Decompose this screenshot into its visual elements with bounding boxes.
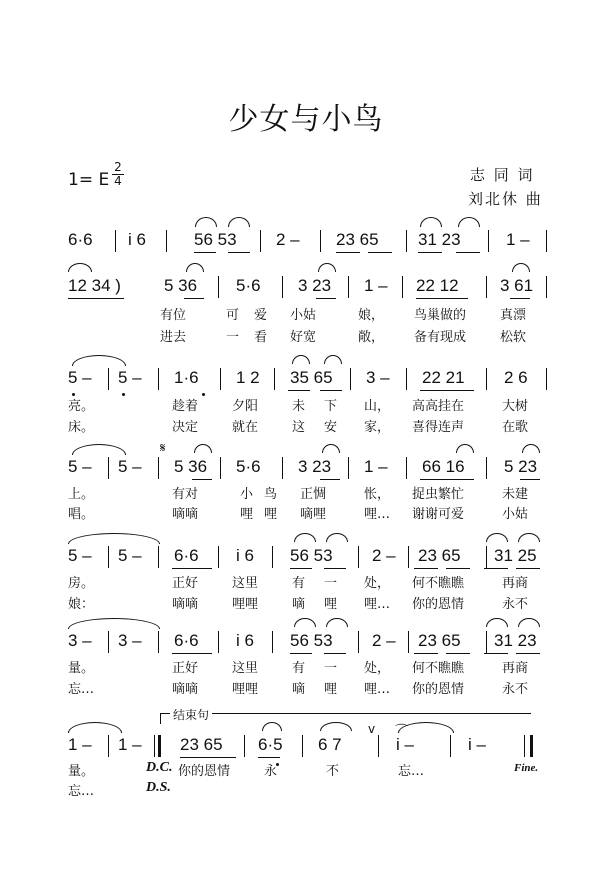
barline (220, 368, 221, 390)
lyric-word: 有 (292, 576, 306, 591)
note-group: 6·6 (174, 546, 199, 565)
lyric-word: 就在 (232, 420, 259, 435)
lyric-word: 忘… (68, 784, 95, 799)
note-group: i 6 (236, 631, 254, 650)
lyrics-verse-2 (68, 780, 548, 798)
barline (546, 276, 547, 298)
note-group: 2 – (372, 546, 396, 565)
barline (406, 368, 407, 390)
note-group: 5 – (118, 368, 142, 387)
note-group: 6·5 (258, 735, 283, 754)
lyric-word: 夕阳 (232, 399, 259, 414)
lyric-word: 哩哩 (232, 682, 259, 697)
note-group: 31 25 (494, 546, 537, 565)
music-line-4 (68, 457, 548, 481)
lyric-word: 处， (364, 576, 391, 591)
note-group: 6·6 (174, 631, 199, 650)
music-line-3 (68, 368, 548, 392)
lyric-word: 上。 (68, 487, 95, 502)
lyricist-credit: 志 同 词 (470, 166, 535, 184)
barline (108, 546, 109, 568)
note-group: 5 – (68, 457, 92, 476)
barline (320, 230, 321, 252)
barline (486, 368, 487, 390)
barline (358, 546, 359, 568)
lyric-word: 哩 (324, 682, 338, 697)
ending-label: 结束句 (170, 706, 212, 723)
lyric-word: 何不瞧瞧 (412, 661, 465, 676)
lyric-word: 亮。 (68, 399, 95, 414)
lyric-word: 哩 (240, 507, 254, 522)
lyric-word: 在歌 (502, 420, 529, 435)
lyric-word: 一 (324, 661, 338, 676)
lyrics-verse-2 (68, 503, 548, 521)
lyric-word: 看 (254, 330, 268, 345)
note-group: 56 53 (290, 631, 333, 650)
lyric-word: 你的恩情 (178, 764, 231, 779)
lyric-word: 有位 (160, 308, 187, 323)
music-line-6 (68, 631, 548, 655)
lyrics-verse-1 (68, 657, 548, 675)
barline (402, 276, 403, 298)
lyrics-verse-2 (68, 678, 548, 696)
barline (282, 276, 283, 298)
lyric-word: 小姑 (290, 308, 317, 323)
barline (115, 230, 116, 252)
barline (450, 735, 451, 757)
note-group: 2 – (372, 631, 396, 650)
note-group: 5 – (68, 368, 92, 387)
music-line-5 (68, 546, 548, 570)
lyric-word: 嘀嘀 (172, 682, 199, 697)
barline (272, 631, 273, 653)
note-group: i – (396, 735, 414, 754)
barline (108, 735, 109, 757)
ds-marking: D.S. (146, 780, 171, 795)
lyrics-verse-2 (68, 416, 548, 434)
lyric-word: 忘… (398, 764, 425, 779)
lyric-word: 不 (326, 764, 340, 779)
note-group: 23 65 (418, 546, 461, 565)
lyric-word: 决定 (172, 420, 199, 435)
lyric-word: 进去 (160, 330, 187, 345)
note-group: 31 23 (418, 230, 461, 249)
note-group: 5 36 (164, 276, 198, 295)
lyric-word: 永不 (502, 597, 529, 612)
lyric-word: 处， (364, 661, 391, 676)
lyric-word: 可 (226, 308, 240, 323)
barline (408, 631, 409, 653)
note-group: 5 – (118, 546, 142, 565)
note-group: 31 23 (494, 631, 537, 650)
lyric-word: 何不瞧瞧 (412, 576, 465, 591)
final-barline (530, 735, 533, 757)
lyric-word: 真漂 (500, 308, 527, 323)
lyric-word: 房。 (68, 576, 95, 591)
note-group: 1 – (364, 276, 388, 295)
lyrics-verse-2 (68, 593, 548, 611)
barline (260, 230, 261, 252)
barline (348, 457, 349, 479)
note-group: 22 21 (422, 368, 465, 387)
lyric-word: 大树 (502, 399, 529, 414)
lyric-word: 唱。 (68, 507, 95, 522)
lyric-word: 正好 (172, 576, 199, 591)
time-signature-top: 2 (114, 160, 122, 174)
note-group: 3 23 (298, 457, 332, 476)
barline (158, 631, 159, 653)
barline (220, 457, 221, 479)
note-group: 2 6 (504, 368, 528, 387)
note-group: 23 65 (336, 230, 379, 249)
lyric-word: 哩… (364, 682, 391, 697)
lyric-word: 下 (324, 399, 338, 414)
lyric-word: 嘀 (292, 597, 306, 612)
music-line-2 (68, 276, 548, 300)
lyric-word: 嘀哩 (300, 507, 327, 522)
note-group: 5·6 (236, 276, 261, 295)
barline (348, 276, 349, 298)
lyric-word: 忘… (68, 682, 95, 697)
lyric-word: 这 (292, 420, 306, 435)
ending-bracket (160, 713, 531, 724)
lyric-word: 安 (324, 420, 338, 435)
barline (282, 457, 283, 479)
lyric-word: 嘀嘀 (172, 507, 199, 522)
lyric-word: 娘： (68, 597, 95, 612)
lyric-word: 嘀 (292, 682, 306, 697)
lyric-word: 小姑 (502, 507, 529, 522)
note-group: i 6 (236, 546, 254, 565)
note-group: 66 16 (422, 457, 465, 476)
lyric-word: 鸟 (264, 487, 278, 502)
barline (108, 368, 109, 390)
note-group: 1 – (68, 735, 92, 754)
lyric-word: 哩… (364, 507, 391, 522)
lyrics-verse-2 (68, 326, 548, 344)
fermata-mark: ⌒ (395, 724, 409, 739)
dc-marking: D.C. (146, 760, 173, 775)
lyric-word: 鸟巢做的 (414, 308, 467, 323)
lyric-word: 好宽 (290, 330, 317, 345)
note-group: 3 61 (500, 276, 534, 295)
lyric-word: 再商 (502, 576, 529, 591)
barline (406, 457, 407, 479)
lyric-word: 这里 (232, 576, 259, 591)
lyric-word: 捉虫繁忙 (412, 487, 465, 502)
note-group: 35 65 (290, 368, 333, 387)
barline (524, 735, 525, 757)
double-barline (158, 735, 161, 757)
lyric-word: 再商 (502, 661, 529, 676)
barline (158, 546, 159, 568)
barline (488, 230, 489, 252)
lyrics-verse-1 (68, 483, 548, 501)
barline (302, 735, 303, 757)
lyric-word: 你的恩情 (412, 682, 465, 697)
lyrics-verse-1 (68, 760, 548, 778)
note-group: 2 – (276, 230, 300, 249)
lyric-word: 谢谢可爱 (412, 507, 465, 522)
barline (546, 230, 547, 252)
note-group: 5 – (118, 457, 142, 476)
key-signature: 1= E (68, 170, 110, 190)
lyric-word: 爱 (254, 308, 268, 323)
note-group: 1·6 (174, 368, 199, 387)
note-group: 3 – (118, 631, 142, 650)
note-group: 5 – (68, 546, 92, 565)
lyric-word: 怅， (364, 487, 391, 502)
barline (244, 735, 245, 757)
note-group: 23 65 (418, 631, 461, 650)
breath-mark: v (368, 722, 376, 736)
time-signature-bottom: 4 (114, 174, 122, 188)
lyrics-verse-1 (68, 395, 548, 413)
barline (108, 457, 109, 479)
lyric-word: 备有现成 (414, 330, 467, 345)
lyric-word: 哩… (364, 597, 391, 612)
lyric-word: 永不 (502, 682, 529, 697)
barline (108, 631, 109, 653)
note-group: 1 – (118, 735, 142, 754)
barline (218, 631, 219, 653)
lyric-word: 哩哩 (232, 597, 259, 612)
note-group: 5 23 (504, 457, 538, 476)
lyric-word: 嘀嘀 (172, 597, 199, 612)
lyric-word: 未 (292, 399, 306, 414)
lyric-word: 一 (226, 330, 240, 345)
note-group: 1 – (506, 230, 530, 249)
music-line-1 (68, 230, 548, 254)
lyric-word: 松软 (500, 330, 527, 345)
fine-marking: Fine. (514, 762, 539, 774)
lyric-word: 这里 (232, 661, 259, 676)
lyric-word: 家， (364, 420, 391, 435)
lyric-word: 永 (264, 764, 278, 779)
note-group: 6 7 (318, 735, 342, 754)
note-group: i 6 (128, 230, 146, 249)
note-group: 56 53 (194, 230, 237, 249)
lyric-word: 哩 (324, 597, 338, 612)
note-group: i – (468, 735, 486, 754)
note-group: 12 34 ) (68, 276, 121, 295)
lyric-word: 正惆 (300, 487, 327, 502)
barline (486, 457, 487, 479)
lyric-word: 哩 (264, 507, 278, 522)
barline (486, 546, 487, 568)
song-title: 少女与小鸟 (228, 102, 384, 137)
note-group: 5 36 (174, 457, 208, 476)
lyric-word: 未建 (502, 487, 529, 502)
note-group: 22 12 (416, 276, 459, 295)
music-line-7 (68, 735, 548, 759)
barline (358, 631, 359, 653)
barline (218, 276, 219, 298)
barline (158, 368, 159, 390)
lyric-word: 正好 (172, 661, 199, 676)
barline (154, 735, 155, 757)
lyric-word: 喜得连声 (412, 420, 465, 435)
lyrics-verse-1 (68, 572, 548, 590)
barline (272, 546, 273, 568)
lyric-word: 娘， (358, 308, 385, 323)
lyric-word: 一 (324, 576, 338, 591)
note-group: 56 53 (290, 546, 333, 565)
note-group: 1 – (364, 457, 388, 476)
lyric-word: 高高挂在 (412, 399, 465, 414)
lyric-word: 敞， (358, 330, 385, 345)
lyric-word: 有 (292, 661, 306, 676)
barline (158, 457, 159, 479)
lyric-word: 趁着 (172, 399, 199, 414)
barline (166, 230, 167, 252)
barline (546, 368, 547, 390)
time-signature (112, 162, 124, 187)
barline (274, 368, 275, 390)
lyric-word: 有对 (172, 487, 199, 502)
segno-sign: 𝄋 (160, 441, 166, 456)
note-group: 5·6 (236, 457, 261, 476)
lyric-word: 山， (364, 399, 391, 414)
barline (408, 546, 409, 568)
note-group: 3 – (366, 368, 390, 387)
barline (378, 735, 379, 757)
note-group: 3 23 (298, 276, 332, 295)
lyric-word: 量。 (68, 661, 95, 676)
lyric-word: 床。 (68, 420, 95, 435)
composer-credit: 刘北休 曲 (468, 190, 543, 208)
barline (486, 276, 487, 298)
lyrics-verse-1 (68, 304, 548, 322)
note-group: 23 65 (180, 735, 223, 754)
lyric-word: 你的恩情 (412, 597, 465, 612)
barline (350, 368, 351, 390)
note-group: 6·6 (68, 230, 93, 249)
barline (406, 230, 407, 252)
lyric-word: 量。 (68, 764, 95, 779)
barline (218, 546, 219, 568)
lyric-word: 小 (240, 487, 254, 502)
barline (486, 631, 487, 653)
note-group: 1 2 (236, 368, 260, 387)
note-group: 3 – (68, 631, 92, 650)
